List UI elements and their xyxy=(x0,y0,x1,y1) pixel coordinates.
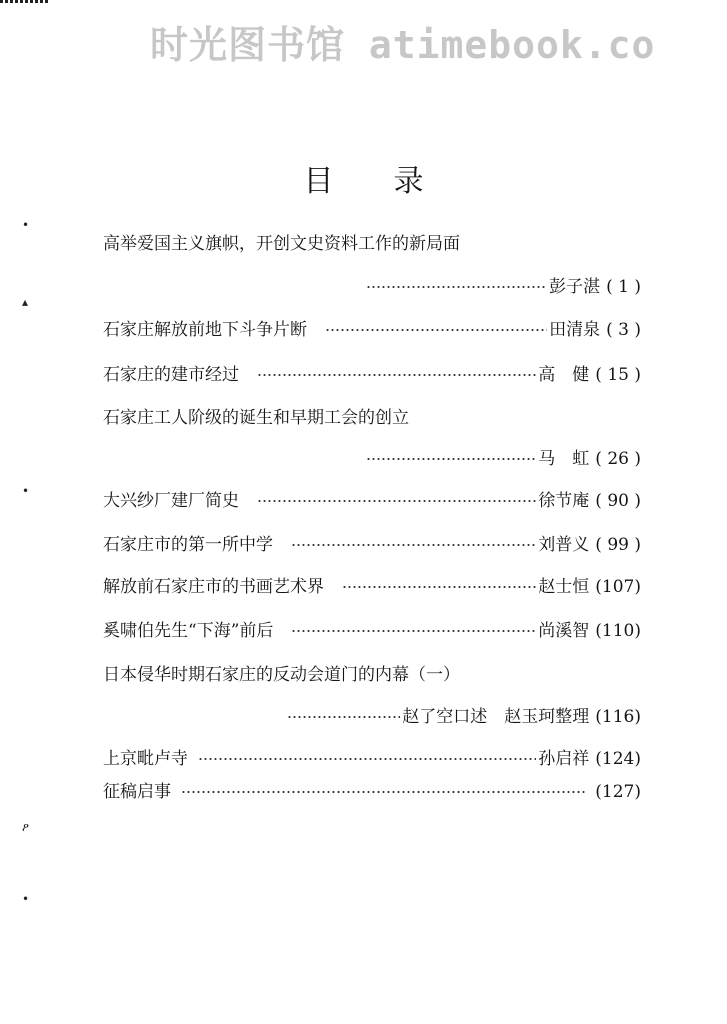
toc-entry-title: 高举爱国主义旗帜，开创文史资料工作的新局面 xyxy=(103,234,460,254)
toc-entry-continuation xyxy=(287,703,641,731)
margin-mark: • xyxy=(22,484,30,498)
leader-dots xyxy=(291,630,536,632)
toc-entry-author: 马 虹 xyxy=(538,449,590,469)
leader-dots xyxy=(366,458,536,460)
toc-entry-title: 石家庄的建市经过 xyxy=(103,365,239,385)
leader-dots xyxy=(342,586,536,588)
toc-entry-author: 徐节庵 xyxy=(538,491,590,511)
toc-entry-page: ( 15 ) xyxy=(595,365,641,385)
toc-entry-title: 日本侵华时期石家庄的反动会道门的内幕（一） xyxy=(103,665,460,685)
toc-entry-continuation xyxy=(366,273,641,301)
toc-entry-title: 征稿启事 xyxy=(103,782,171,802)
toc-entry-author: 彭子湛 xyxy=(549,277,601,297)
leader-dots xyxy=(257,500,536,502)
toc-entry-author: 孙启祥 xyxy=(538,749,590,769)
page-title: 目录 xyxy=(303,164,484,199)
toc-entry-page: ( 99 ) xyxy=(595,535,641,555)
toc-entry-page: ( 90 ) xyxy=(595,491,641,511)
toc-entry-author: 刘普义 xyxy=(538,535,590,555)
toc-entry xyxy=(103,617,641,645)
leader-dots xyxy=(181,791,587,793)
leader-dots xyxy=(198,758,536,760)
toc-entry-page: (110) xyxy=(595,621,641,641)
toc-entry-author: 尚溪智 xyxy=(538,621,590,641)
toc-entry xyxy=(103,487,641,515)
toc-entry xyxy=(103,573,641,601)
toc-entry-title: 上京毗卢寺 xyxy=(103,749,188,769)
toc-entry xyxy=(103,316,641,344)
leader-dots xyxy=(291,544,536,546)
toc-entry xyxy=(103,778,641,806)
top-edge-rule xyxy=(0,0,50,3)
toc-entry-page: ( 26 ) xyxy=(595,449,641,469)
leader-dots xyxy=(325,329,547,331)
toc-entry-title: 奚啸伯先生“下海”前后 xyxy=(103,621,274,641)
margin-mark: • xyxy=(22,218,30,232)
toc-entry-title: 石家庄解放前地下斗争片断 xyxy=(103,320,307,340)
toc-entry-author: 高 健 xyxy=(538,365,590,385)
toc-entry-title: 解放前石家庄市的书画艺术界 xyxy=(103,577,324,597)
toc-entry-author: 赵了空口述 赵玉珂整理 xyxy=(402,707,590,727)
toc-entry-continuation xyxy=(366,445,641,473)
toc-entry xyxy=(103,531,641,559)
margin-mark: ዖ xyxy=(22,820,30,834)
toc-entry-page: (116) xyxy=(595,707,641,727)
toc-entry-author: 田清泉 xyxy=(549,320,601,340)
toc-entry-page: ( 3 ) xyxy=(606,320,641,340)
toc-entry-author: 赵士恒 xyxy=(538,577,590,597)
margin-mark: ▴ xyxy=(22,295,29,309)
toc-entry xyxy=(103,361,641,389)
toc-entry-title: 石家庄市的第一所中学 xyxy=(103,535,273,555)
leader-dots xyxy=(257,374,536,376)
toc-entry-title: 石家庄工人阶级的诞生和早期工会的创立 xyxy=(103,408,409,428)
margin-mark: • xyxy=(22,892,30,906)
toc-entry xyxy=(103,745,641,773)
watermark: 时光图书馆 atimebook.co xyxy=(150,23,656,67)
toc-entry-page: (107) xyxy=(595,577,641,597)
toc-entry-page: (127) xyxy=(595,782,641,802)
leader-dots xyxy=(287,716,400,718)
toc-entry-page: (124) xyxy=(595,749,641,769)
toc-entry-title: 大兴纱厂建厂简史 xyxy=(103,491,239,511)
leader-dots xyxy=(366,286,547,288)
toc-entry-page: ( 1 ) xyxy=(606,277,641,297)
